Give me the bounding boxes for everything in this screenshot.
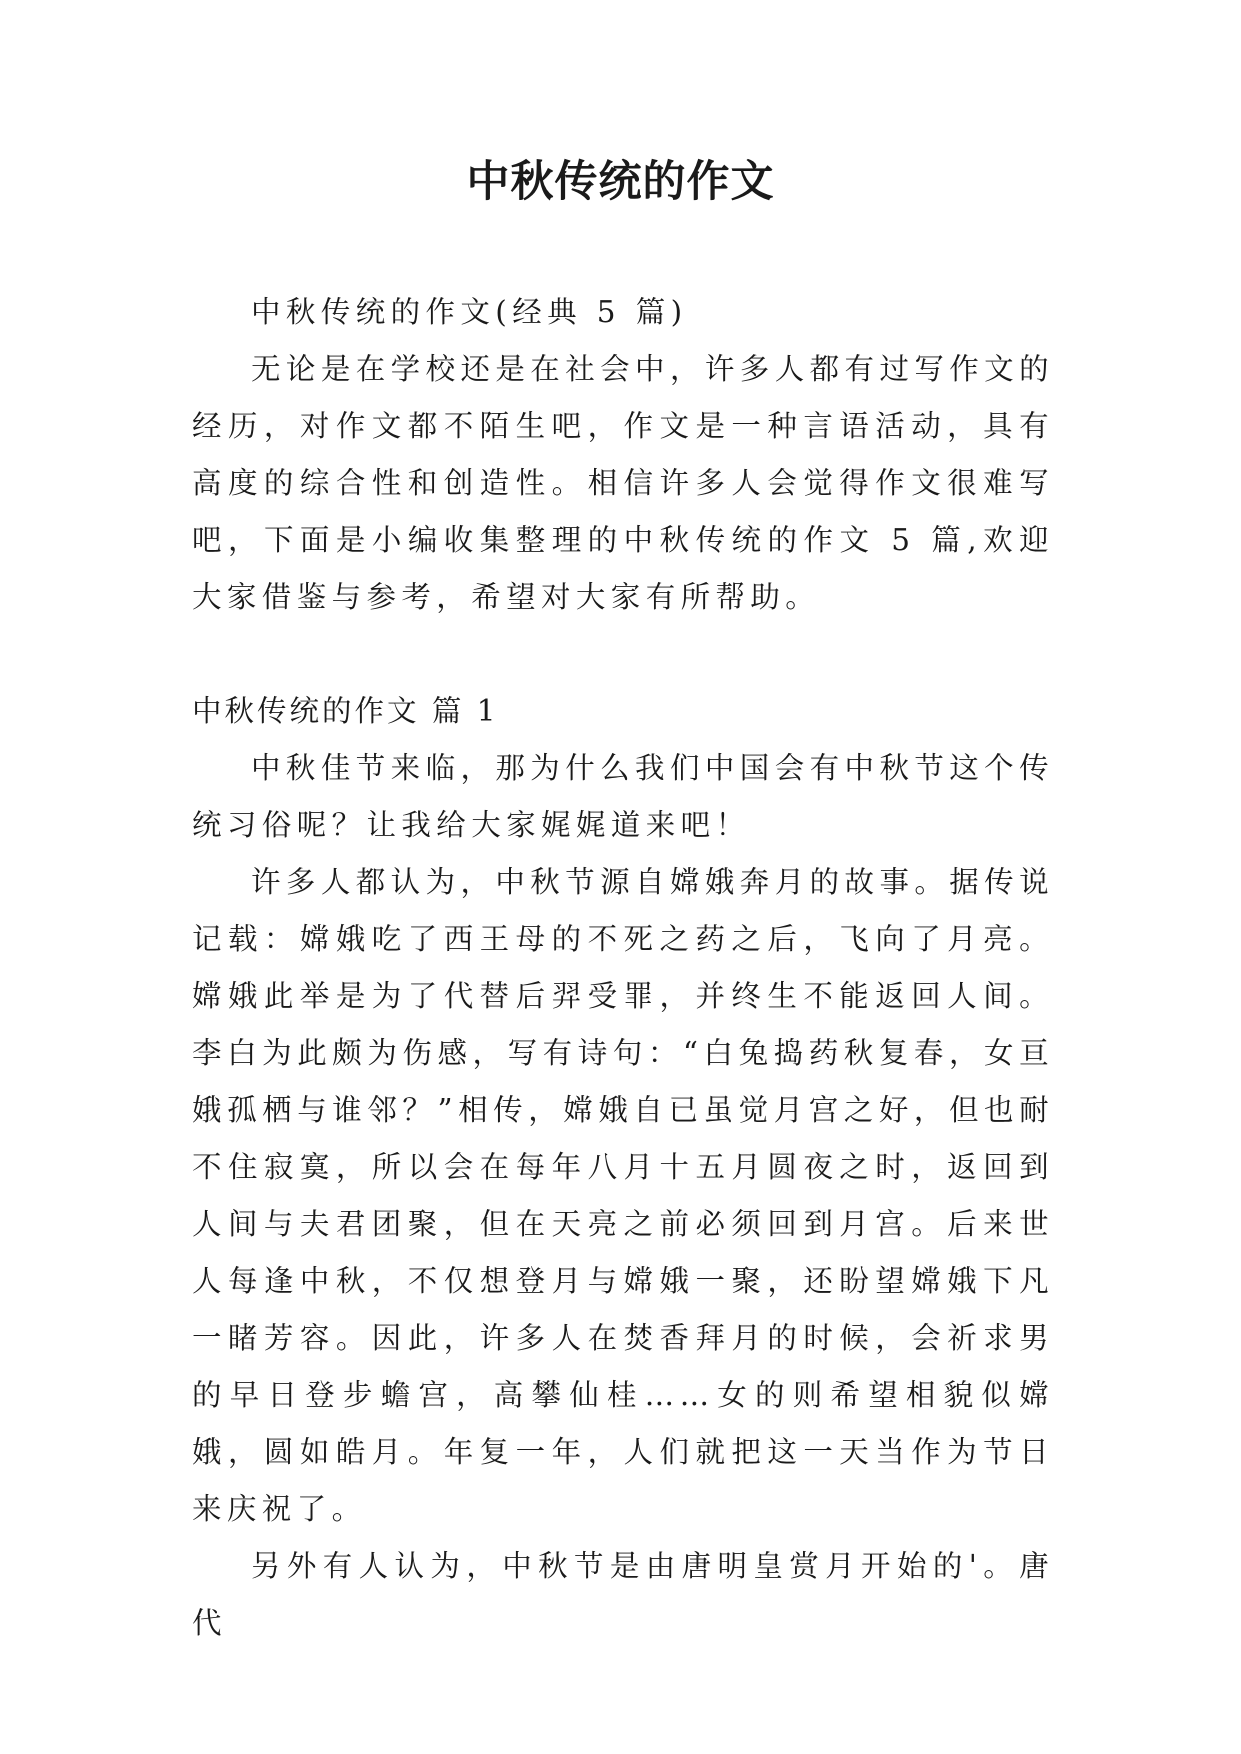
document-body bbox=[192, 284, 1054, 1652]
body-paragraph: 许多人都认为，中秋节源自嫦娥奔月的故事。据传说记载：嫦娥吃了西王母的不死之药之后，飞向了月亮。嫦娥此举是为了代替后羿受罪，并终生不能返回人间。李白为此颇为伤感，写有诗句：“白兔捣药秋复春，女亘娥孤栖与谁邻？”相传，嫦娥自已虽觉月宫之好，但也耐不住寂寞，所以会在每年八月十五月圆夜之时，返回到人间与夫君团聚，但在天亮之前必须回到月宫。后来世人每逢中秋，不仅想登月与嫦娥一聚，还盼望嫦娥下凡一睹芳容。因此，许多人在焚香拜月的时候，会祈求男的早日登步蟾宫，高攀仙桂……女的则希望相貌似嫦娥，圆如皓月。年复一年，人们就把这一天当作为节日来庆祝了。 bbox=[192, 865, 1054, 1526]
section-heading: 中秋传统的作文 篇 1 bbox=[192, 694, 499, 728]
body-paragraph: 中秋佳节来临，那为什么我们中国会有中秋节这个传统习俗呢？让我给大家娓娓道来吧！ bbox=[192, 751, 1054, 842]
section-spacer bbox=[192, 626, 1054, 683]
document-subtitle: 中秋传统的作文(经典 5 篇) bbox=[251, 295, 688, 329]
body-paragraph: 另外有人认为，中秋节是由唐明皇赏月开始的'。唐代 bbox=[192, 1549, 1054, 1640]
document-title: 中秋传统的作文 bbox=[466, 157, 775, 207]
intro-paragraph: 无论是在学校还是在社会中，许多人都有过写作文的经历，对作文都不陌生吧，作文是一种言语活动，具有高度的综合性和创造性。相信许多人会觉得作文很难写吧，下面是小编收集整理的中秋传统的作文 5 篇,欢迎大家借鉴与参考，希望对大家有所帮助。 bbox=[192, 352, 1054, 614]
